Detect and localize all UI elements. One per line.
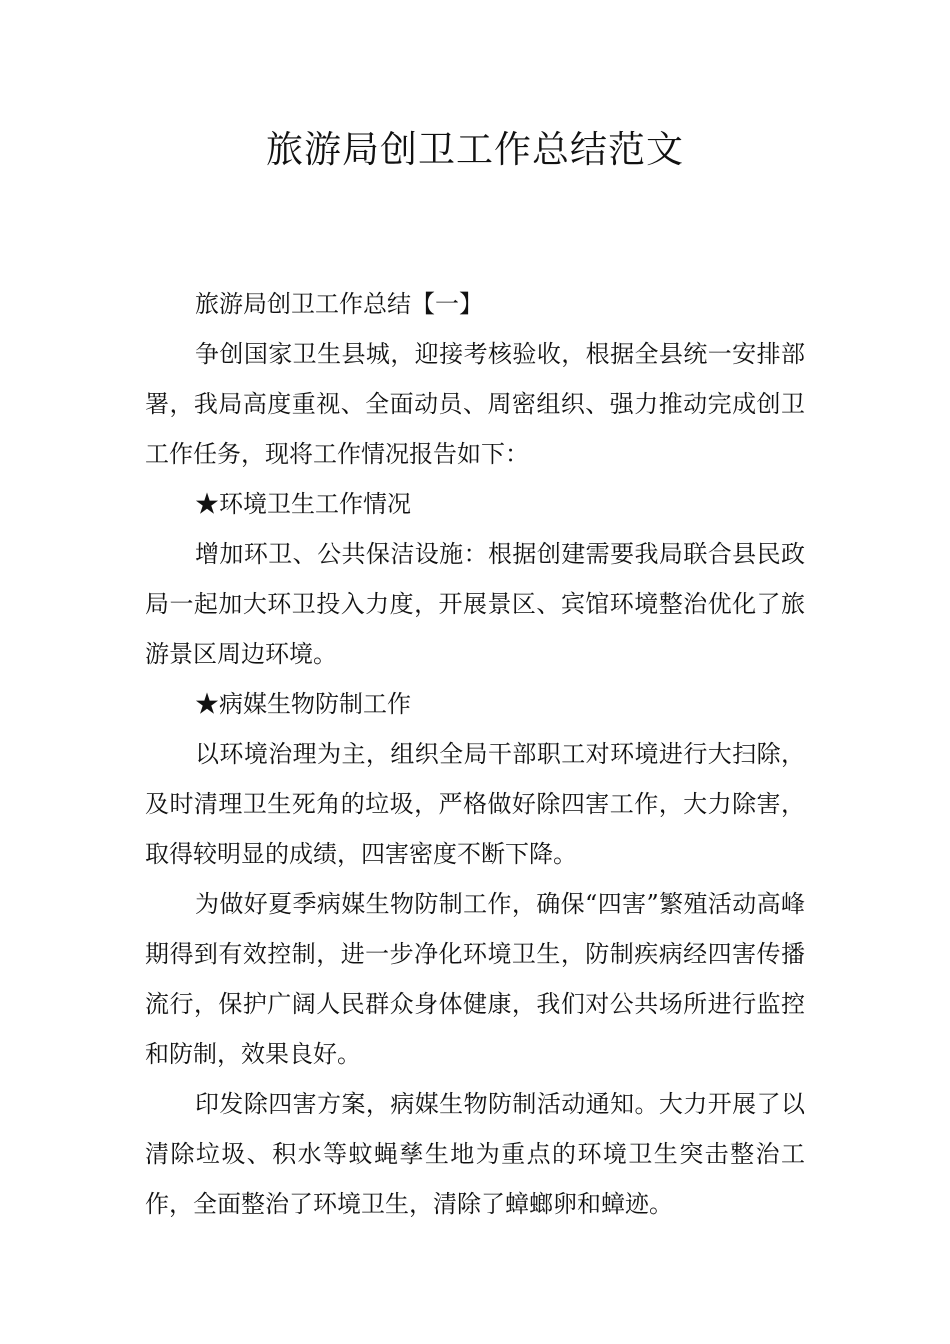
body-paragraph: 为做好夏季病媒生物防制工作，确保“四害”繁殖活动高峰期得到有效控制，进一步净化环境卫生，防制疾病经四害传播流行，保护广阔人民群众身体健康，我们对公共场所进行监控和防制，效果良好。 <box>145 890 805 1068</box>
body-paragraph: 以环境治理为主，组织全局干部职工对环境进行大扫除，及时清理卫生死角的垃圾，严格做好除四害工作，大力除害，取得较明显的成绩，四害密度不断下降。 <box>145 740 805 868</box>
section-heading: 旅游局创卫工作总结【一】 <box>195 290 483 318</box>
section-heading: ★环境卫生工作情况 <box>195 490 411 518</box>
section-heading: ★病媒生物防制工作 <box>195 690 411 718</box>
body-paragraph: 争创国家卫生县城，迎接考核验收，根据全县统一安排部署，我局高度重视、全面动员、周密组织、强力推动完成创卫工作任务，现将工作情况报告如下： <box>145 340 805 468</box>
document-body <box>145 279 805 1229</box>
document-title: 旅游局创卫工作总结范文 <box>266 128 684 171</box>
body-paragraph: 增加环卫、公共保洁设施：根据创建需要我局联合县民政局一起加大环卫投入力度，开展景区、宾馆环境整治优化了旅游景区周边环境。 <box>145 540 805 668</box>
body-paragraph: 印发除四害方案，病媒生物防制活动通知。大力开展了以清除垃圾、积水等蚊蝇孳生地为重点的环境卫生突击整治工作，全面整治了环境卫生，清除了蟑螂卵和蟑迹。 <box>145 1090 805 1218</box>
